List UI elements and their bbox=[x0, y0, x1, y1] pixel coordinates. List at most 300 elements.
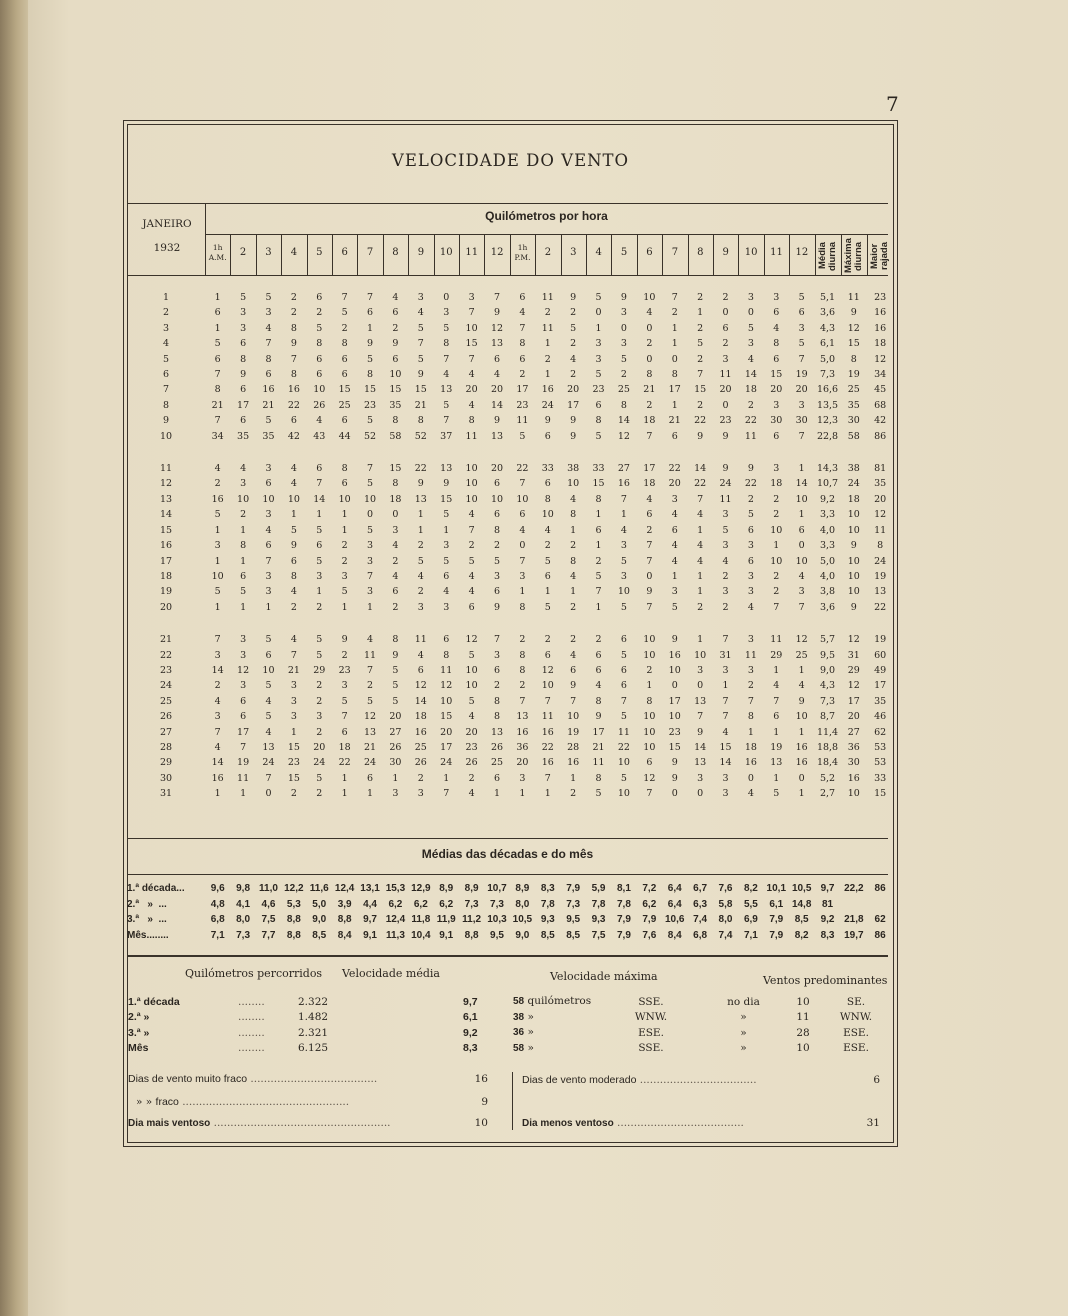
day-row bbox=[127, 584, 893, 599]
hour-value: 2 bbox=[519, 680, 526, 692]
hour-value: 21 bbox=[414, 399, 427, 411]
hour-value: 12 bbox=[643, 772, 656, 784]
daily-max: 19 bbox=[847, 369, 860, 381]
hour-value: 3 bbox=[747, 570, 754, 582]
hour-value: 8 bbox=[773, 338, 780, 350]
hour-value: 14 bbox=[211, 757, 224, 769]
hour-value: 4 bbox=[392, 292, 399, 303]
hour-value: 4 bbox=[646, 493, 653, 505]
means-value: 4,8 bbox=[210, 898, 225, 910]
means-value: 9,3 bbox=[540, 914, 555, 925]
hour-value: 4 bbox=[468, 509, 475, 521]
hour-value: 3 bbox=[468, 292, 475, 303]
summary-head-max: Velocidade máxima bbox=[550, 970, 658, 983]
hour-value: 5 bbox=[443, 399, 450, 411]
daily-average: 3,8 bbox=[819, 586, 836, 598]
hour-value: 4 bbox=[265, 322, 272, 334]
hour-value: 3 bbox=[671, 586, 678, 598]
hour-value: 4 bbox=[646, 307, 653, 319]
hour-value: 3 bbox=[367, 555, 374, 567]
hour-value: 10 bbox=[643, 741, 656, 753]
day-row bbox=[127, 663, 893, 678]
hour-value: 7 bbox=[367, 463, 374, 475]
hour-value: 7 bbox=[443, 353, 450, 365]
hour-value: 20 bbox=[567, 384, 580, 396]
means-value: 9,8 bbox=[236, 883, 251, 894]
hour-column-rule bbox=[459, 235, 460, 275]
hour-value: 3 bbox=[240, 649, 247, 661]
daily-max: 58 bbox=[847, 430, 860, 442]
means-value: 8,5 bbox=[540, 929, 555, 941]
summary-wind: SE. bbox=[846, 995, 866, 1008]
hour-value: 6 bbox=[493, 509, 501, 521]
hour-value: 4 bbox=[417, 649, 424, 661]
hour-value: 16 bbox=[795, 757, 808, 769]
hour-header: 9 bbox=[417, 247, 425, 258]
summary-km: 2.321 bbox=[298, 1026, 329, 1039]
hour-value: 38 bbox=[567, 463, 580, 475]
hour-value: 5 bbox=[240, 292, 247, 303]
hour-value: 0 bbox=[697, 680, 704, 692]
hour-value: 18 bbox=[744, 741, 757, 753]
summary-wind: ESE. bbox=[843, 1042, 869, 1054]
max-gust: 18 bbox=[874, 338, 887, 350]
day-number: 15 bbox=[159, 524, 173, 536]
means-value: 19,7 bbox=[844, 929, 864, 941]
summary-table bbox=[128, 994, 888, 1056]
hour-value: 2 bbox=[417, 772, 424, 784]
hour-value: 5 bbox=[341, 307, 348, 319]
hour-value: 3 bbox=[519, 570, 526, 582]
max-gust: 19 bbox=[874, 634, 887, 646]
hour-value: 0 bbox=[798, 772, 805, 784]
hour-value: 9 bbox=[544, 415, 551, 427]
hour-value: 8 bbox=[519, 338, 526, 350]
hour-value: 7 bbox=[697, 369, 704, 381]
hour-value: 11 bbox=[465, 430, 478, 442]
weak-row: » » fraco .................................................. 9 bbox=[136, 1096, 488, 1108]
means-value: 11,6 bbox=[309, 883, 329, 894]
very-weak-label: Dias de vento muito fraco bbox=[128, 1073, 248, 1085]
hour-value: 2 bbox=[316, 788, 323, 800]
means-value: 6,8 bbox=[693, 929, 708, 941]
hour-value: 1 bbox=[697, 307, 704, 319]
hour-value: 4 bbox=[214, 741, 221, 753]
hour-value: 9 bbox=[697, 430, 704, 442]
hour-value: 2 bbox=[544, 634, 551, 646]
max-gust: 12 bbox=[874, 353, 887, 365]
hour-value: 7 bbox=[722, 634, 729, 646]
hour-value: 22 bbox=[287, 399, 300, 411]
means-value: 6,3 bbox=[693, 898, 708, 910]
hour-value: 4 bbox=[265, 726, 272, 738]
hour-value: 19 bbox=[237, 757, 250, 769]
hour-value: 7 bbox=[773, 695, 780, 707]
hour-value: 2 bbox=[570, 601, 577, 613]
means-value: 86 bbox=[874, 883, 886, 894]
hour-value: 21 bbox=[592, 741, 605, 753]
daily-max: 18 bbox=[847, 493, 860, 505]
hour-value: 3 bbox=[773, 399, 780, 411]
means-value: 5,0 bbox=[312, 898, 327, 910]
hour-value: 6 bbox=[620, 664, 627, 676]
means-value: 7,3 bbox=[490, 898, 504, 910]
hour-value: 7 bbox=[290, 649, 297, 661]
means-value: 11,2 bbox=[462, 914, 482, 925]
summary-dir: ESE. bbox=[638, 1026, 664, 1039]
hour-value: 3 bbox=[798, 399, 805, 411]
least-windy-value: 31 bbox=[866, 1117, 880, 1129]
max-gust: 11 bbox=[874, 524, 887, 536]
hour-value: 10 bbox=[617, 788, 630, 800]
hour-value: 7 bbox=[443, 788, 450, 800]
hour-value: 15 bbox=[414, 384, 427, 396]
hour-column-rule bbox=[307, 235, 308, 275]
hour-value: 9 bbox=[722, 463, 729, 475]
means-value: 7,6 bbox=[642, 929, 657, 941]
means-value: 8,5 bbox=[794, 914, 809, 925]
hour-value: 1 bbox=[697, 570, 704, 582]
day-row bbox=[127, 569, 893, 584]
hour-value: 14 bbox=[719, 757, 732, 769]
means-value: 6,2 bbox=[642, 898, 657, 910]
hour-value: 3 bbox=[214, 649, 221, 661]
hour-value: 12 bbox=[440, 680, 453, 692]
hour-header: 4 bbox=[290, 247, 298, 258]
daily-average: 8,7 bbox=[819, 711, 836, 723]
hour-value: 11 bbox=[237, 772, 250, 784]
hour-value: 44 bbox=[338, 430, 351, 442]
hour-value: 25 bbox=[414, 741, 427, 753]
means-value: 7,8 bbox=[616, 898, 631, 910]
hour-value: 14 bbox=[694, 463, 707, 475]
hour-value: 3 bbox=[214, 711, 221, 723]
day-number: 18 bbox=[159, 570, 173, 582]
hour-value: 11 bbox=[744, 649, 757, 661]
hour-value: 7 bbox=[570, 695, 577, 707]
hour-value: 5 bbox=[392, 695, 399, 707]
day-number: 20 bbox=[159, 601, 173, 613]
hour-value: 6 bbox=[265, 540, 272, 552]
daily-max: 30 bbox=[847, 415, 860, 427]
means-value: 4,4 bbox=[363, 898, 377, 910]
means-value: 8,1 bbox=[616, 883, 631, 894]
daily-max: 10 bbox=[847, 586, 860, 598]
means-value: 7,2 bbox=[642, 883, 657, 894]
hour-value: 1 bbox=[544, 788, 551, 800]
hour-value: 5 bbox=[265, 415, 272, 427]
hour-value: 4 bbox=[290, 634, 297, 646]
day-row bbox=[127, 694, 893, 709]
hour-value: 9 bbox=[671, 772, 678, 784]
means-value: 12,9 bbox=[411, 883, 431, 894]
day-number: 10 bbox=[159, 430, 173, 442]
hour-value: 1 bbox=[367, 788, 374, 800]
means-value: 8,0 bbox=[515, 898, 530, 910]
hour-value: 2 bbox=[773, 570, 780, 582]
hour-value: 19 bbox=[770, 741, 783, 753]
hour-value: 3 bbox=[290, 711, 297, 723]
hour-value: 8 bbox=[671, 369, 678, 381]
hour-column-rule bbox=[586, 235, 587, 275]
hour-value: 10 bbox=[465, 463, 478, 475]
hour-value: 1 bbox=[392, 772, 399, 784]
means-row bbox=[127, 897, 893, 913]
hour-value: 9 bbox=[697, 726, 704, 738]
means-value: 5,8 bbox=[718, 898, 733, 910]
hour-value: 3 bbox=[341, 570, 348, 582]
hour-value: 6 bbox=[493, 353, 501, 365]
hour-value: 1 bbox=[620, 509, 627, 521]
means-value: 12,2 bbox=[284, 883, 304, 894]
hour-value: 10 bbox=[465, 478, 478, 490]
hour-value: 22 bbox=[338, 757, 351, 769]
hour-value: 31 bbox=[719, 649, 732, 661]
hour-value: 7 bbox=[316, 478, 323, 490]
means-value: 8,4 bbox=[667, 929, 682, 941]
means-label: 3.ª » ... bbox=[127, 914, 167, 925]
hour-value: 3 bbox=[620, 338, 627, 350]
max-gust: 23 bbox=[874, 292, 887, 303]
hour-value: 2 bbox=[773, 509, 780, 521]
hour-value: 8 bbox=[519, 649, 526, 661]
summary-unit: » bbox=[527, 1041, 534, 1054]
hour-value: 2 bbox=[214, 478, 221, 490]
hour-value: 6 bbox=[392, 307, 399, 319]
hour-value: 3 bbox=[417, 292, 424, 303]
hour-value: 15 bbox=[440, 493, 453, 505]
hour-value: 5 bbox=[620, 353, 627, 365]
windiest-value: 10 bbox=[474, 1117, 488, 1129]
stat-header: Máxima diurna bbox=[842, 238, 864, 274]
hour-value: 11 bbox=[363, 649, 377, 661]
means-value: 7,9 bbox=[769, 929, 784, 941]
hour-value: 5 bbox=[544, 601, 551, 613]
daily-average: 4,0 bbox=[819, 570, 836, 582]
hour-value: 4 bbox=[570, 570, 577, 582]
means-value: 5,9 bbox=[591, 883, 606, 894]
hour-value: 6 bbox=[722, 322, 729, 334]
hour-value: 7 bbox=[519, 555, 526, 567]
hour-value: 24 bbox=[313, 757, 326, 769]
weak-label: fraco bbox=[155, 1096, 179, 1108]
hour-value: 10 bbox=[770, 524, 783, 536]
hour-value: 7 bbox=[468, 524, 475, 536]
hour-value: 7 bbox=[265, 772, 272, 784]
hour-header: 7 bbox=[671, 247, 679, 258]
daily-average: 9,5 bbox=[819, 649, 836, 661]
hour-value: 6 bbox=[290, 415, 297, 427]
hour-value: 10 bbox=[363, 493, 377, 505]
summary-row: 2.ª » ........ 1.482 6,1 38 » WNW. » 11 WNW. bbox=[128, 1010, 888, 1026]
hour-value: 29 bbox=[770, 649, 783, 661]
hour-value: 0 bbox=[798, 540, 805, 552]
daily-average: 5,1 bbox=[819, 292, 836, 303]
hour-value: 13 bbox=[490, 726, 504, 738]
means-label: Mês........ bbox=[127, 929, 169, 941]
hour-value: 7 bbox=[798, 601, 805, 613]
means-value: 6,8 bbox=[210, 914, 225, 925]
means-value: 4,1 bbox=[236, 898, 251, 910]
hour-value: 1 bbox=[570, 586, 577, 598]
hour-value: 8 bbox=[290, 369, 297, 381]
hour-value: 5 bbox=[468, 695, 475, 707]
hour-value: 35 bbox=[389, 399, 402, 411]
hour-value: 4 bbox=[214, 463, 221, 475]
hour-value: 42 bbox=[287, 430, 300, 442]
hour-value: 3 bbox=[290, 695, 297, 707]
summary-km: 2.322 bbox=[298, 995, 329, 1008]
hour-value: 20 bbox=[465, 384, 478, 396]
daily-average: 4,3 bbox=[819, 680, 836, 692]
hour-value: 4 bbox=[544, 524, 551, 536]
hour-value: 4 bbox=[798, 570, 805, 582]
hour-value: 16 bbox=[541, 726, 554, 738]
hour-value: 6 bbox=[341, 726, 348, 738]
hour-value: 1 bbox=[240, 524, 247, 536]
hour-value: 7 bbox=[214, 369, 221, 381]
day-row bbox=[127, 413, 893, 428]
hour-value: 5 bbox=[367, 695, 374, 707]
hour-value: 14 bbox=[744, 369, 757, 381]
hour-value: 12 bbox=[414, 680, 427, 692]
hour-value: 5 bbox=[493, 555, 501, 567]
weak-value: 9 bbox=[481, 1096, 488, 1108]
day-number: 24 bbox=[159, 680, 173, 692]
max-gust: 53 bbox=[874, 757, 887, 769]
hour-value: 6 bbox=[620, 680, 627, 692]
means-value: 10,3 bbox=[487, 914, 507, 925]
daily-average: 5,7 bbox=[819, 634, 836, 646]
means-value: 8,0 bbox=[718, 914, 733, 925]
month-label: JANEIRO bbox=[142, 218, 192, 230]
hour-value: 11 bbox=[719, 369, 732, 381]
hour-value: 4 bbox=[417, 570, 424, 582]
hour-value: 1 bbox=[417, 509, 424, 521]
hour-value: 10 bbox=[795, 711, 808, 723]
hour-value: 5 bbox=[722, 524, 729, 536]
hour-value: 3 bbox=[443, 540, 450, 552]
hour-value: 1 bbox=[240, 601, 247, 613]
hour-value: 10 bbox=[668, 711, 681, 723]
hour-value: 0 bbox=[620, 322, 627, 334]
means-value: 86 bbox=[874, 929, 886, 941]
daily-average: 11,4 bbox=[816, 726, 839, 738]
year-label: 1932 bbox=[153, 242, 181, 254]
hour-value: 3 bbox=[620, 540, 627, 552]
hour-value: 8 bbox=[240, 540, 247, 552]
means-value: 10,4 bbox=[411, 929, 431, 941]
hour-value: 6 bbox=[519, 292, 526, 303]
hour-value: 8 bbox=[519, 601, 526, 613]
day-number: 31 bbox=[159, 788, 173, 800]
daily-max: 10 bbox=[847, 509, 860, 521]
hour-value: 10 bbox=[668, 664, 681, 676]
summary-head-km: Quilómetros percorridos bbox=[185, 967, 323, 980]
hour-value: 13 bbox=[440, 463, 453, 475]
hour-value: 6 bbox=[443, 570, 450, 582]
hour-value: 10 bbox=[490, 493, 504, 505]
summary-day: 28 bbox=[796, 1026, 810, 1039]
hour-value: 20 bbox=[490, 384, 504, 396]
hour-value: 5 bbox=[468, 555, 475, 567]
means-value: 7,3 bbox=[566, 898, 581, 910]
hour-value: 8 bbox=[493, 711, 501, 723]
hour-value: 8 bbox=[341, 338, 348, 350]
hour-value: 3 bbox=[722, 664, 729, 676]
stat-header: Maior rajada bbox=[869, 242, 891, 270]
hour-value: 22 bbox=[516, 463, 529, 475]
hour-value: 3 bbox=[595, 338, 602, 350]
hour-value: 2 bbox=[697, 399, 704, 411]
hour-value: 10 bbox=[617, 586, 630, 598]
hour-value: 15 bbox=[389, 384, 402, 396]
hour-value: 1 bbox=[798, 664, 805, 676]
hour-value: 3 bbox=[367, 540, 374, 552]
day-number: 28 bbox=[159, 741, 173, 753]
hour-value: 10 bbox=[338, 493, 351, 505]
hour-column-rule bbox=[256, 235, 257, 275]
hour-value: 6 bbox=[773, 307, 780, 319]
hour-value: 2 bbox=[290, 601, 297, 613]
daily-average: 5,2 bbox=[819, 772, 836, 784]
hour-value: 11 bbox=[592, 757, 605, 769]
summary-day: 11 bbox=[796, 1011, 810, 1023]
hour-value: 21 bbox=[363, 741, 377, 753]
hour-value: 7 bbox=[595, 586, 602, 598]
hour-value: 16 bbox=[211, 493, 224, 505]
max-gust: 19 bbox=[874, 570, 887, 582]
means-value: 8,4 bbox=[337, 929, 352, 941]
hour-value: 1 bbox=[773, 772, 780, 784]
day-row bbox=[127, 600, 893, 615]
daily-average: 4,0 bbox=[819, 524, 836, 536]
hour-value: 10 bbox=[643, 292, 656, 303]
summary-head-winds: Ventos predominantes bbox=[763, 974, 888, 987]
hour-value: 5 bbox=[620, 555, 627, 567]
hour-value: 1 bbox=[722, 680, 729, 692]
hour-value: 6 bbox=[544, 570, 551, 582]
means-value: 22,2 bbox=[844, 883, 864, 894]
hour-value: 2 bbox=[697, 292, 704, 303]
day-number: 19 bbox=[159, 586, 173, 598]
daily-max: 10 bbox=[847, 555, 860, 567]
hour-value: 5 bbox=[417, 555, 424, 567]
hour-value: 9 bbox=[798, 695, 805, 707]
max-gust: 13 bbox=[874, 586, 887, 598]
hour-value: 20 bbox=[516, 757, 529, 769]
book-spine bbox=[0, 0, 28, 1316]
hour-column-rule bbox=[611, 235, 612, 275]
hour-value: 6 bbox=[316, 540, 323, 552]
hour-value: 17 bbox=[237, 399, 250, 411]
hour-value: 3 bbox=[417, 601, 424, 613]
hour-value: 12 bbox=[795, 634, 808, 646]
hour-value: 30 bbox=[795, 415, 808, 427]
hour-value: 24 bbox=[363, 757, 377, 769]
max-gust: 68 bbox=[874, 399, 887, 411]
hour-value: 4 bbox=[392, 570, 399, 582]
hour-value: 11 bbox=[541, 292, 554, 303]
hour-value: 9 bbox=[290, 540, 297, 552]
hour-value: 16 bbox=[414, 726, 427, 738]
hour-value: 25 bbox=[617, 384, 630, 396]
means-value: 11,3 bbox=[385, 929, 405, 941]
hour-value: 24 bbox=[262, 757, 275, 769]
means-value: 11,9 bbox=[436, 914, 456, 925]
hour-column-rule bbox=[713, 235, 714, 275]
hour-value: 6 bbox=[544, 430, 551, 442]
